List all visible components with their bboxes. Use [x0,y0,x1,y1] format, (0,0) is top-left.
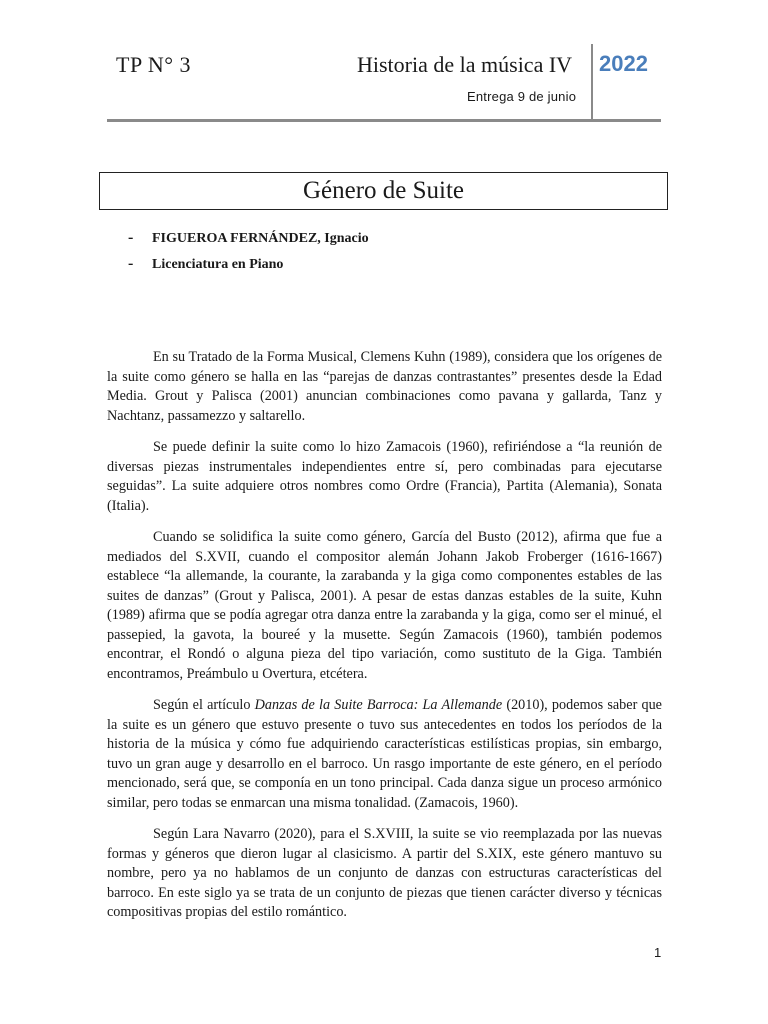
paragraph: Se puede definir la suite como lo hizo Zamacois (1960), refiriéndose a “la reunión de diversas piezas instrumentales independientes entre sí, pero combinadas para ejecutarse seguidas”. La suite adquiere otros nombres como Ordre (Francia), Partita (Alemania), Sonata (Italia). [107,439,662,514]
degree-program: Licenciatura en Piano [152,257,284,272]
paragraph [107,696,662,813]
paragraph-text: Según el artículo [153,697,255,713]
header-vertical-divider [591,44,593,120]
header-horizontal-rule [107,119,661,122]
paragraph: En su Tratado de la Forma Musical, Clemens Kuhn (1989), considera que los orígenes de la suite como género se halla en las “parejas de danzas contrastantes” presentes desde la Edad Media. Grout y Palisca (2001) anuncian combinaciones como pavana y gallarda, Tanz y Nachtanz, passamezzo y saltarello. [107,349,662,424]
assignment-number: TP N° 3 [116,52,192,77]
list-item [128,229,369,255]
bullet-dash: - [128,229,134,246]
body-text [107,348,662,935]
author-name: FIGUEROA FERNÁNDEZ, Ignacio [152,231,369,246]
author-info-list [128,229,369,281]
course-title: Historia de la música IV [357,52,573,77]
article-title: Danzas de la Suite Barroca: La Allemande [254,697,503,713]
header-year: 2022 [599,51,648,76]
delivery-date: Entrega 9 de junio [467,89,577,104]
page-number: 1 [654,945,662,960]
paragraph: Cuando se solidifica la suite como género, García del Busto (2012), afirma que fue a mediados del S.XVII, cuando el compositor alemán Johann Jakob Froberger (1616-1667) establece “la allemande, la courante, la zarabanda y la giga como componentes estables de las suites de danzas” (Grout y Palisca, 2001). A pesar de estas danzas estables de la suite, Kuhn (1989) afirma que se podía agregar otra danza entre la zarabanda y la giga, como ser el minué, el passepied, la gavota, la boureé y la musette. Según Zamacois (1960), también podemos encontrar, el Rondó o alguna pieza del tipo variación, como sustituto de la Giga. También encontramos, Preámbulo u Overtura, etcétera. [107,529,662,682]
list-item [128,255,369,281]
bullet-dash: - [128,255,134,272]
paragraph-text: (2010), podemos saber que la suite es un género que estuvo presente o tuvo sus antecedentes en todos los períodos de la historia de la música y cómo fue adquiriendo características estilísticas propias, sin embargo, tuvo un gran auge y desarrollo en el barroco. Un rasgo importante de este género, en el período mencionado, será que, se componía en un tono principal. Cada danza sigue un proceso armónico similar, pero todas se enmarcan una misma tonalidad. (Zamacois, 1960). [107,697,662,811]
paragraph: Según Lara Navarro (2020), para el S.XVIII, la suite se vio reemplazada por las nuevas formas y géneros que dieron lugar al clasicismo. A partir del S.XIX, este género mantuvo su nombre, pero ya no hablamos de un conjunto de danzas con estructuras características del barroco. En este siglo ya se trata de un conjunto de piezas que tienen carácter diverso y técnicas compositivas propias del estilo romántico. [107,826,662,920]
document-title-box [99,172,668,210]
document-title: Género de Suite [302,177,465,204]
